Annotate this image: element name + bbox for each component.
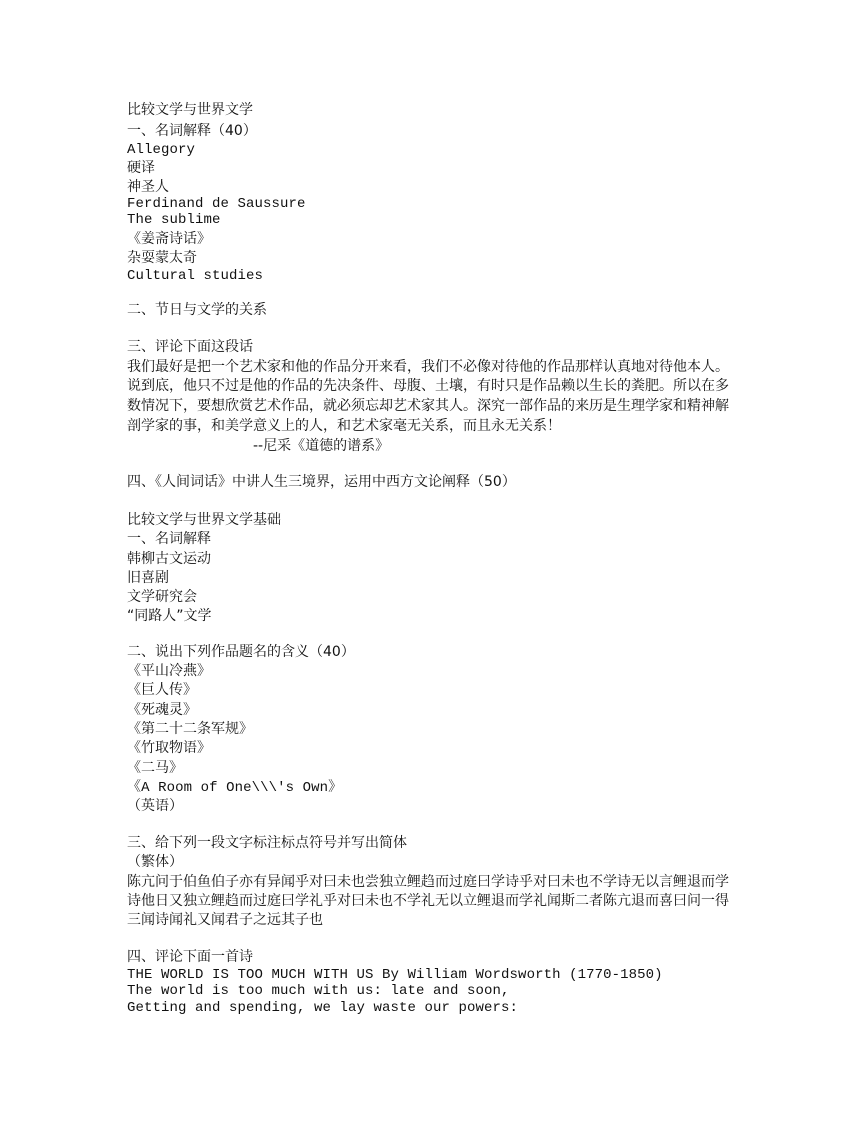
section-heading: 一、名词解释 <box>127 531 211 547</box>
quote-line: 我们最好是把一个艺术家和他的作品分开来看，我们不必像对待他的作品那样认真地对待他本人。 <box>127 359 729 375</box>
term-item: 神圣人 <box>127 179 169 195</box>
term-item: Cultural studies <box>127 268 264 284</box>
classical-text-line: 诗他日又独立鲤趋而过庭曰学礼乎对曰未也不学礼无以立鲤退而学礼闻斯二者陈亢退而喜曰问一得 <box>127 893 729 909</box>
classical-text-line: 三闻诗闻礼又闻君子之远其子也 <box>127 912 323 928</box>
document-title: 比较文学与世界文学基础 <box>127 512 281 528</box>
classical-text-line: 陈亢问于伯鱼伯子亦有异闻乎对曰未也尝独立鲤趋而过庭曰学诗乎对曰未也不学诗无以言鲤退而学 <box>127 874 729 890</box>
section-heading: 四、评论下面一首诗 <box>127 949 253 965</box>
quote-line: 说到底，他只不过是他的作品的先决条件、母腹、土壤，有时只是作品赖以生长的粪肥。所以在多 <box>127 378 729 394</box>
section-note: （繁体） <box>127 854 183 870</box>
poem-line: The world is too much with us: late and soon, <box>127 983 510 999</box>
section-heading: 三、给下列一段文字标注标点符号并写出简体 <box>127 835 407 851</box>
section-heading: 三、评论下面这段话 <box>127 339 253 355</box>
poem-title: THE WORLD IS TOO MUCH WITH US By William Wordsworth (1770-1850) <box>127 967 663 983</box>
quote-line: 剖学家的事，和美学意义上的人，和艺术家毫无关系，而且永无关系！ <box>127 418 561 434</box>
term-item: 文学研究会 <box>127 589 197 605</box>
term-item: The sublime <box>127 212 221 228</box>
section-heading: 二、说出下列作品题名的含义（40） <box>127 644 355 660</box>
quote-attribution: --尼采《道德的谱系》 <box>253 438 390 454</box>
section-heading: 四、《人间词话》中讲人生三境界，运用中西方文论阐释（50） <box>127 474 516 490</box>
title-item: 《死魂灵》 <box>127 702 197 718</box>
section-heading: 一、名词解释（40） <box>127 123 257 139</box>
term-item: 旧喜剧 <box>127 570 169 586</box>
quote-line: 数情况下，要想欣赏艺术作品，就必须忘却艺术家其人。深究一部作品的来历是生理学家和精神解 <box>127 398 729 414</box>
term-item: 《姜斋诗话》 <box>127 231 211 247</box>
title-item: 《第二十二条军规》 <box>127 721 253 737</box>
title-item: 《二马》 <box>127 760 183 776</box>
section-heading: 二、节日与文学的关系 <box>127 302 267 318</box>
title-item: 《A Room of One\\\'s Own》 <box>127 780 343 796</box>
term-item: 硬译 <box>127 160 155 176</box>
term-item: 韩柳古文运动 <box>127 551 211 567</box>
term-item: 杂耍蒙太奇 <box>127 250 197 266</box>
title-item: 《竹取物语》 <box>127 740 211 756</box>
title-item: 《巨人传》 <box>127 682 197 698</box>
term-item: Allegory <box>127 142 196 158</box>
poem-line: Getting and spending, we lay waste our powers: <box>127 1000 519 1016</box>
document-title: 比较文学与世界文学 <box>127 102 253 118</box>
title-item: 《平山冷燕》 <box>127 663 211 679</box>
title-item: （英语） <box>127 798 183 814</box>
term-item: Ferdinand de Saussure <box>127 196 306 212</box>
term-item: “同路人”文学 <box>127 608 212 624</box>
